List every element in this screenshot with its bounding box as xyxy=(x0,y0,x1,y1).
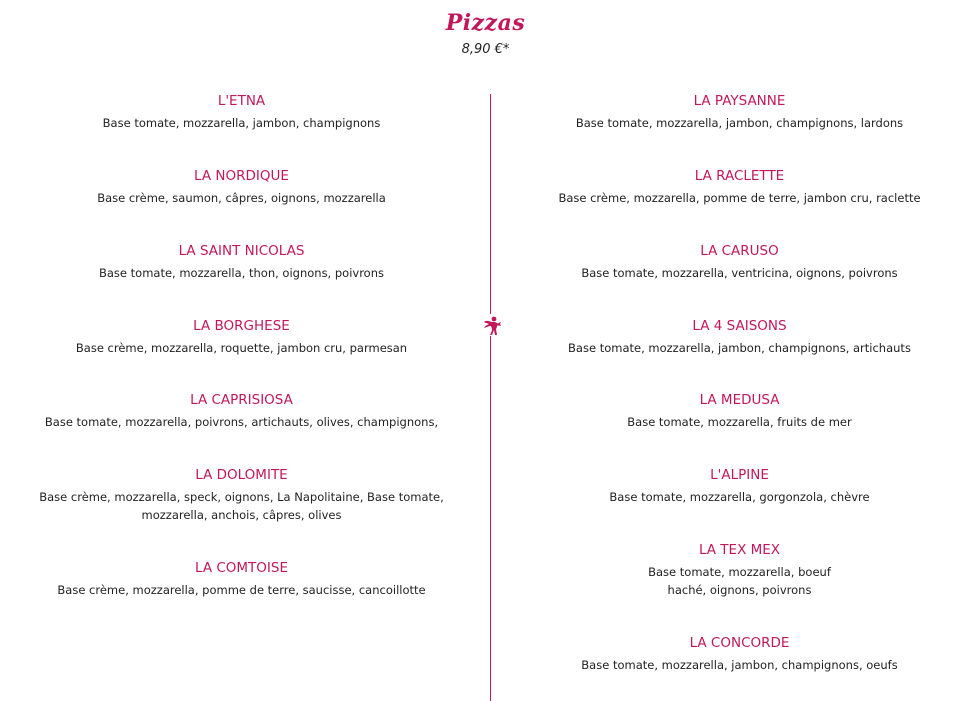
pizza-description: Base tomate, mozzarella, poivrons, artichauts, olives, champignons, xyxy=(44,415,439,429)
cupid-icon xyxy=(480,314,502,336)
pizza-description: Base tomate, mozzarella, boeuf haché, oignons, poivrons xyxy=(648,565,831,597)
menu-price: 8,90 €* xyxy=(461,42,510,57)
pizza-description: Base crème, saumon, câpres, oignons, mozzarella xyxy=(97,191,386,205)
pizza-description: Base tomate, mozzarella, jambon, champignons xyxy=(102,116,381,130)
menu-item xyxy=(14,391,469,431)
menu-item xyxy=(512,167,967,207)
menu-item xyxy=(512,317,967,357)
pizza-name: L'ALPINE xyxy=(710,467,769,483)
pizza-description: Base tomate, mozzarella, jambon, champignons, lardons xyxy=(575,116,904,130)
menu-item xyxy=(512,466,967,506)
pizza-name: LA MEDUSA xyxy=(699,392,780,408)
menu-item xyxy=(512,541,967,599)
pizza-name: LA CAPRISIOSA xyxy=(190,392,293,408)
pizza-name: LA BORGHESE xyxy=(193,318,290,334)
menu-item xyxy=(512,242,967,282)
menu-item xyxy=(14,466,469,524)
column-divider xyxy=(490,94,491,701)
pizza-name: LA TEX MEX xyxy=(698,542,781,558)
menu-item xyxy=(14,167,469,207)
pizza-description: Base tomate, mozzarella, jambon, champignons, oeufs xyxy=(581,658,898,672)
pizza-name: LA PAYSANNE xyxy=(693,93,786,109)
pizza-name: LA SAINT NICOLAS xyxy=(178,243,305,259)
menu-item xyxy=(512,634,967,674)
pizza-name: L'ETNA xyxy=(217,93,266,109)
menu-item xyxy=(14,317,469,357)
pizza-description: Base tomate, mozzarella, fruits de mer xyxy=(627,415,852,429)
menu-header xyxy=(0,8,971,57)
pizza-name: LA CONCORDE xyxy=(689,635,790,651)
menu-item xyxy=(14,559,469,599)
pizza-name: LA DOLOMITE xyxy=(195,467,288,483)
pizza-description: Base crème, mozzarella, roquette, jambon cru, parmesan xyxy=(75,341,408,355)
pizza-description: Base tomate, mozzarella, thon, oignons, poivrons xyxy=(98,266,384,280)
menu-item xyxy=(512,391,967,431)
pizza-description: Base tomate, mozzarella, jambon, champignons, artichauts xyxy=(568,341,911,355)
pizza-name: LA RACLETTE xyxy=(694,168,785,184)
pizza-description: Base crème, mozzarella, pomme de terre, jambon cru, raclette xyxy=(558,191,921,205)
pizza-description: Base crème, mozzarella, speck, oignons, La Napolitaine, Base tomate, mozzarella, anchois, câpres, olives xyxy=(39,490,444,522)
menu-item xyxy=(14,92,469,132)
pizza-name: LA CARUSO xyxy=(700,243,779,259)
pizza-description: Base tomate, mozzarella, ventricina, oignons, poivrons xyxy=(581,266,898,280)
menu-item xyxy=(512,92,967,132)
menu-item xyxy=(14,242,469,282)
pizza-name: LA 4 SAISONS xyxy=(692,318,787,334)
pizza-name: LA COMTOISE xyxy=(194,560,288,576)
pizza-description: Base tomate, mozzarella, gorgonzola, chèvre xyxy=(609,490,870,504)
pizza-description: Base crème, mozzarella, pomme de terre, saucisse, cancoillotte xyxy=(57,583,426,597)
menu-title: Pizzas xyxy=(445,10,526,36)
pizza-name: LA NORDIQUE xyxy=(194,168,289,184)
